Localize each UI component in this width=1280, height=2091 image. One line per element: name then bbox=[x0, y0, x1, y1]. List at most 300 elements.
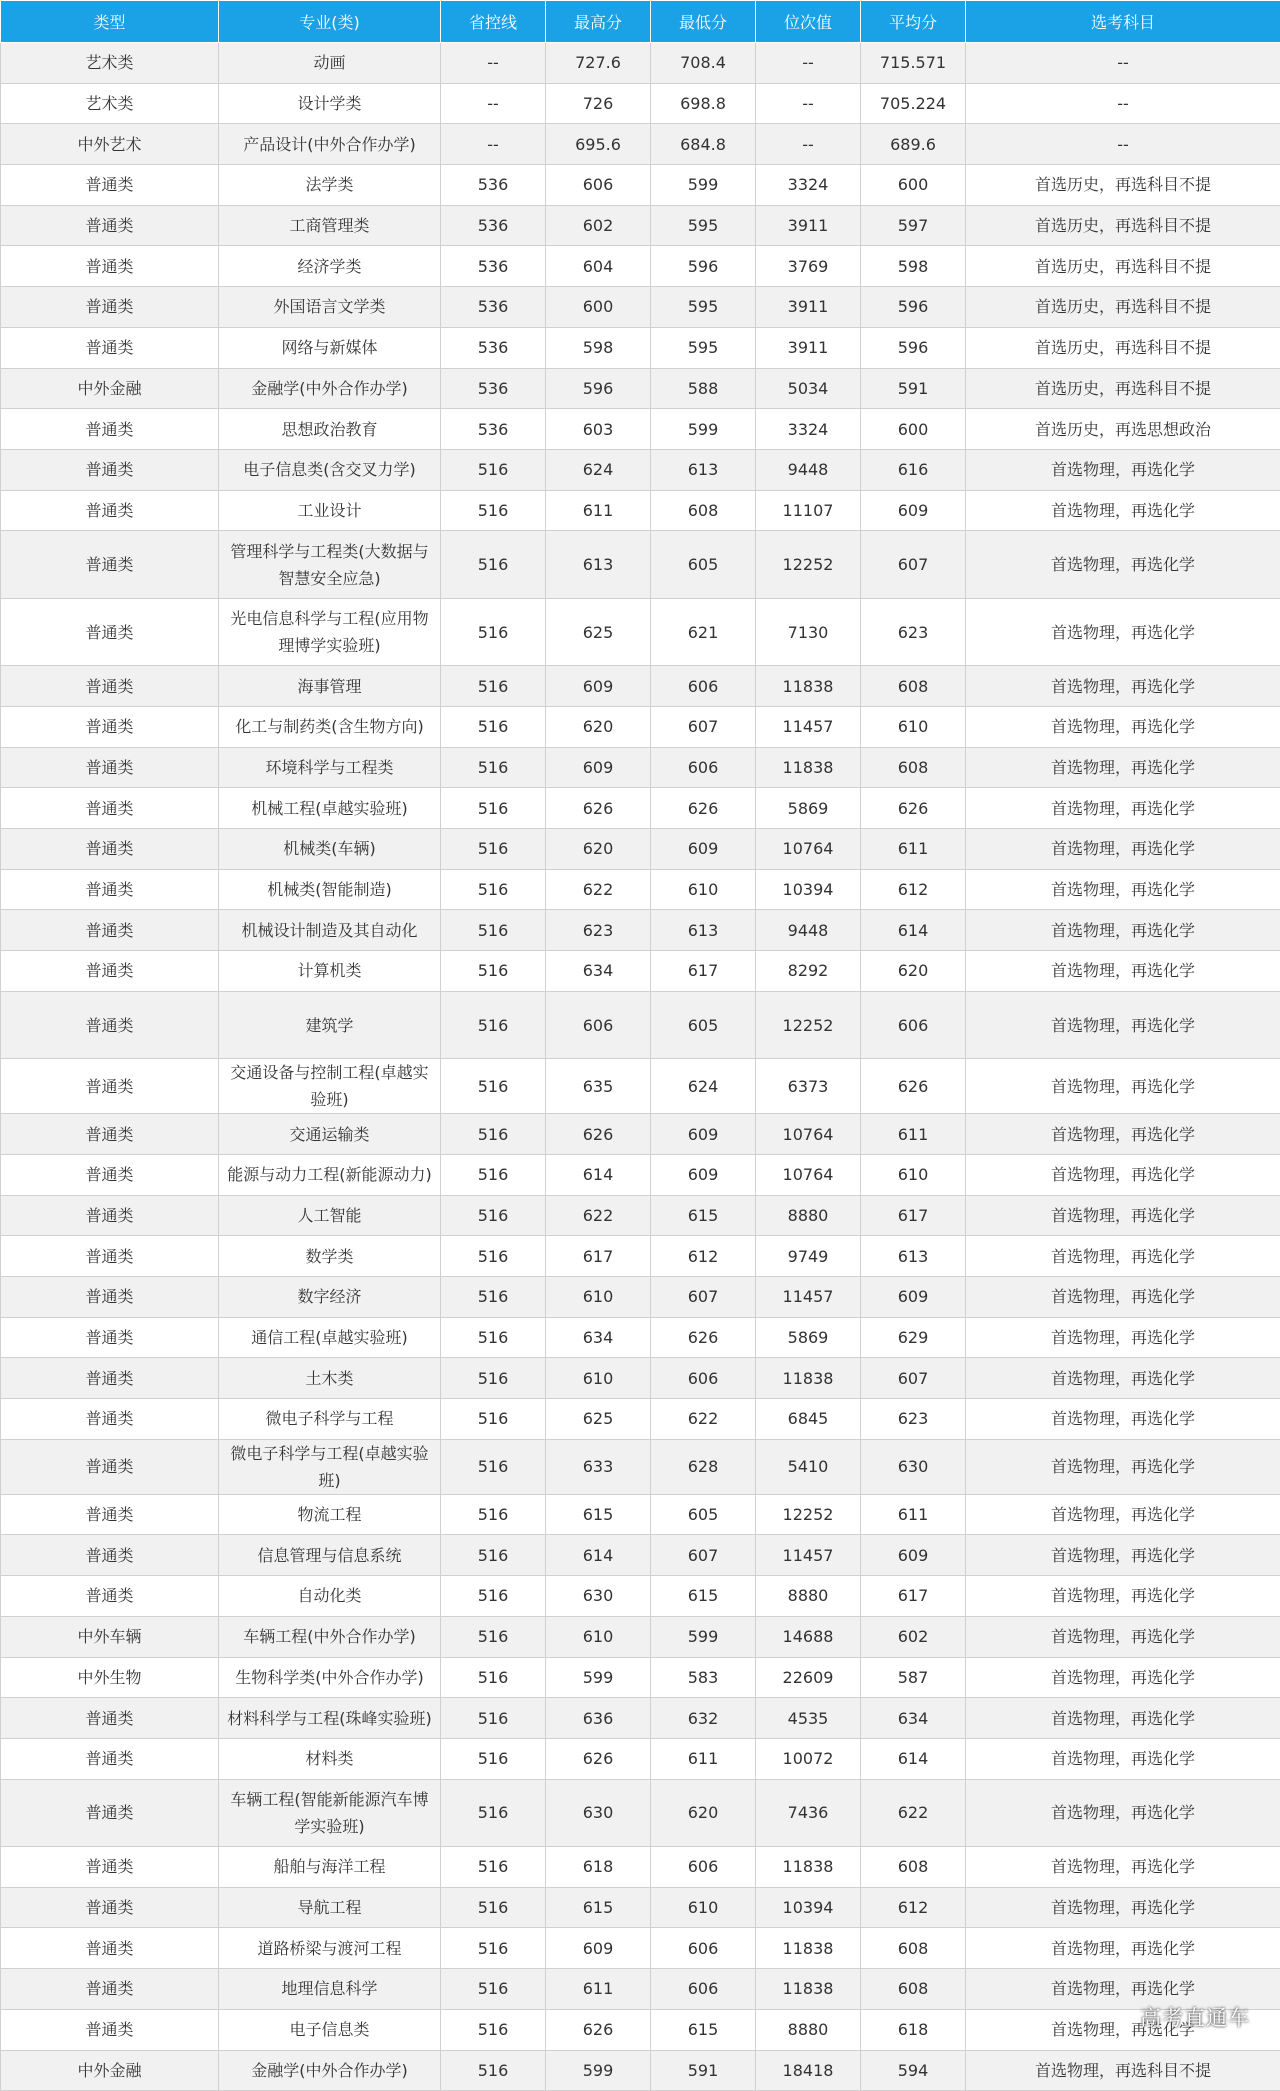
table-row bbox=[1, 991, 1280, 1059]
cell-avg-score: 602 bbox=[861, 1616, 966, 1657]
cell-type: 普通类 bbox=[1, 327, 219, 368]
cell-control-line: 516 bbox=[441, 1399, 546, 1440]
cell-rank: 11838 bbox=[756, 747, 861, 788]
cell-major: 材料科学与工程(珠峰实验班) bbox=[219, 1698, 441, 1739]
cell-rank: 10764 bbox=[756, 1114, 861, 1155]
cell-type: 普通类 bbox=[1, 598, 219, 666]
cell-control-line: 516 bbox=[441, 1576, 546, 1617]
cell-major: 车辆工程(智能新能源汽车博学实验班) bbox=[219, 1779, 441, 1847]
cell-rank: 14688 bbox=[756, 1616, 861, 1657]
cell-control-line: 516 bbox=[441, 1847, 546, 1888]
cell-min-score: 708.4 bbox=[651, 43, 756, 84]
cell-rank: 11838 bbox=[756, 1847, 861, 1888]
cell-control-line: 516 bbox=[441, 951, 546, 992]
table-row bbox=[1, 1847, 1280, 1888]
cell-control-line: 516 bbox=[441, 1114, 546, 1155]
cell-subjects: 首选物理，再选化学 bbox=[966, 1698, 1280, 1739]
cell-min-score: 595 bbox=[651, 287, 756, 328]
cell-rank: 11838 bbox=[756, 1358, 861, 1399]
cell-major: 数学类 bbox=[219, 1236, 441, 1277]
cell-max-score: 610 bbox=[546, 1358, 651, 1399]
cell-min-score: 583 bbox=[651, 1657, 756, 1698]
cell-min-score: 613 bbox=[651, 910, 756, 951]
cell-max-score: 611 bbox=[546, 490, 651, 531]
cell-avg-score: 611 bbox=[861, 1114, 966, 1155]
cell-control-line: 536 bbox=[441, 205, 546, 246]
cell-rank: 22609 bbox=[756, 1657, 861, 1698]
cell-major: 光电信息科学与工程(应用物理博学实验班) bbox=[219, 598, 441, 666]
cell-control-line: 516 bbox=[441, 490, 546, 531]
table-row bbox=[1, 327, 1280, 368]
cell-subjects: 首选物理，再选化学 bbox=[966, 2009, 1280, 2050]
cell-rank: 10072 bbox=[756, 1738, 861, 1779]
table-row bbox=[1, 205, 1280, 246]
cell-type: 普通类 bbox=[1, 1439, 219, 1494]
cell-max-score: 610 bbox=[546, 1277, 651, 1318]
cell-subjects: -- bbox=[966, 43, 1280, 84]
cell-rank: 12252 bbox=[756, 991, 861, 1059]
cell-max-score: 618 bbox=[546, 1847, 651, 1888]
cell-major: 数字经济 bbox=[219, 1277, 441, 1318]
cell-rank: 7436 bbox=[756, 1779, 861, 1847]
cell-subjects: 首选历史，再选科目不提 bbox=[966, 368, 1280, 409]
table-row bbox=[1, 1698, 1280, 1739]
cell-control-line: 516 bbox=[441, 1277, 546, 1318]
cell-max-score: 614 bbox=[546, 1154, 651, 1195]
cell-subjects: 首选物理，再选化学 bbox=[966, 490, 1280, 531]
cell-subjects: 首选物理，再选化学 bbox=[966, 1738, 1280, 1779]
cell-min-score: 599 bbox=[651, 165, 756, 206]
cell-type: 中外金融 bbox=[1, 2050, 219, 2091]
cell-major: 化工与制药类(含生物方向) bbox=[219, 706, 441, 747]
cell-control-line: -- bbox=[441, 124, 546, 165]
cell-max-score: 617 bbox=[546, 1236, 651, 1277]
cell-min-score: 606 bbox=[651, 1847, 756, 1888]
cell-control-line: 516 bbox=[441, 531, 546, 599]
cell-subjects: 首选物理，再选化学 bbox=[966, 1928, 1280, 1969]
cell-type: 普通类 bbox=[1, 1114, 219, 1155]
cell-min-score: 615 bbox=[651, 1576, 756, 1617]
cell-subjects: 首选物理，再选化学 bbox=[966, 1779, 1280, 1847]
cell-max-score: 606 bbox=[546, 165, 651, 206]
cell-max-score: 596 bbox=[546, 368, 651, 409]
cell-subjects: 首选物理，再选化学 bbox=[966, 1358, 1280, 1399]
table-row bbox=[1, 1969, 1280, 2010]
table-row bbox=[1, 1535, 1280, 1576]
cell-max-score: 610 bbox=[546, 1616, 651, 1657]
cell-type: 普通类 bbox=[1, 1738, 219, 1779]
cell-major: 电子信息类(含交叉力学) bbox=[219, 449, 441, 490]
cell-max-score: 625 bbox=[546, 1399, 651, 1440]
cell-subjects: 首选物理，再选化学 bbox=[966, 1059, 1280, 1114]
watermark: 高考直通车 bbox=[1140, 2002, 1250, 2032]
cell-rank: 7130 bbox=[756, 598, 861, 666]
cell-avg-score: 705.224 bbox=[861, 83, 966, 124]
cell-type: 普通类 bbox=[1, 287, 219, 328]
cell-subjects: 首选历史，再选科目不提 bbox=[966, 287, 1280, 328]
cell-avg-score: 626 bbox=[861, 1059, 966, 1114]
cell-major: 计算机类 bbox=[219, 951, 441, 992]
cell-subjects: 首选物理，再选化学 bbox=[966, 1277, 1280, 1318]
cell-control-line: 516 bbox=[441, 1738, 546, 1779]
cell-min-score: 615 bbox=[651, 2009, 756, 2050]
cell-subjects: 首选物理，再选化学 bbox=[966, 1616, 1280, 1657]
cell-major: 物流工程 bbox=[219, 1494, 441, 1535]
cell-max-score: 636 bbox=[546, 1698, 651, 1739]
cell-major: 环境科学与工程类 bbox=[219, 747, 441, 788]
table-row bbox=[1, 490, 1280, 531]
cell-control-line: 536 bbox=[441, 165, 546, 206]
cell-major: 工业设计 bbox=[219, 490, 441, 531]
cell-subjects: 首选物理，再选化学 bbox=[966, 1887, 1280, 1928]
cell-min-score: 588 bbox=[651, 368, 756, 409]
cell-max-score: 726 bbox=[546, 83, 651, 124]
cell-rank: 12252 bbox=[756, 531, 861, 599]
cell-max-score: 635 bbox=[546, 1059, 651, 1114]
cell-control-line: 516 bbox=[441, 1969, 546, 2010]
cell-rank: -- bbox=[756, 83, 861, 124]
table-row bbox=[1, 910, 1280, 951]
cell-control-line: 516 bbox=[441, 788, 546, 829]
table-row bbox=[1, 1154, 1280, 1195]
cell-subjects: 首选物理，再选化学 bbox=[966, 747, 1280, 788]
cell-min-score: 608 bbox=[651, 490, 756, 531]
table-row bbox=[1, 2009, 1280, 2050]
cell-avg-score: 608 bbox=[861, 666, 966, 707]
cell-rank: 4535 bbox=[756, 1698, 861, 1739]
cell-major: 管理科学与工程类(大数据与智慧安全应急) bbox=[219, 531, 441, 599]
header-subjects: 选考科目 bbox=[966, 1, 1280, 43]
cell-subjects: 首选历史，再选思想政治 bbox=[966, 409, 1280, 450]
cell-rank: 3911 bbox=[756, 327, 861, 368]
cell-major: 交通设备与控制工程(卓越实验班) bbox=[219, 1059, 441, 1114]
header-avg-score: 平均分 bbox=[861, 1, 966, 43]
cell-major: 工商管理类 bbox=[219, 205, 441, 246]
cell-major: 信息管理与信息系统 bbox=[219, 1535, 441, 1576]
cell-rank: 11457 bbox=[756, 1277, 861, 1318]
cell-max-score: 633 bbox=[546, 1439, 651, 1494]
cell-type: 普通类 bbox=[1, 490, 219, 531]
cell-avg-score: 610 bbox=[861, 706, 966, 747]
table-row bbox=[1, 43, 1280, 84]
table-row bbox=[1, 1779, 1280, 1847]
cell-rank: 3911 bbox=[756, 287, 861, 328]
cell-min-score: 617 bbox=[651, 951, 756, 992]
cell-major: 动画 bbox=[219, 43, 441, 84]
cell-type: 普通类 bbox=[1, 869, 219, 910]
cell-type: 普通类 bbox=[1, 1887, 219, 1928]
cell-subjects: 首选历史，再选科目不提 bbox=[966, 246, 1280, 287]
table-row bbox=[1, 869, 1280, 910]
cell-avg-score: 608 bbox=[861, 747, 966, 788]
table-row bbox=[1, 2050, 1280, 2091]
cell-type: 普通类 bbox=[1, 1059, 219, 1114]
cell-min-score: 610 bbox=[651, 1887, 756, 1928]
cell-avg-score: 609 bbox=[861, 490, 966, 531]
header-control-line: 省控线 bbox=[441, 1, 546, 43]
cell-control-line: 516 bbox=[441, 449, 546, 490]
header-min-score: 最低分 bbox=[651, 1, 756, 43]
cell-avg-score: 609 bbox=[861, 1277, 966, 1318]
cell-rank: 6373 bbox=[756, 1059, 861, 1114]
cell-avg-score: 618 bbox=[861, 2009, 966, 2050]
cell-max-score: 620 bbox=[546, 706, 651, 747]
cell-rank: 11838 bbox=[756, 1969, 861, 2010]
cell-min-score: 610 bbox=[651, 869, 756, 910]
cell-type: 普通类 bbox=[1, 246, 219, 287]
cell-max-score: 626 bbox=[546, 1114, 651, 1155]
cell-major: 思想政治教育 bbox=[219, 409, 441, 450]
cell-rank: 5869 bbox=[756, 788, 861, 829]
header-type: 类型 bbox=[1, 1, 219, 43]
cell-min-score: 609 bbox=[651, 1154, 756, 1195]
cell-major: 网络与新媒体 bbox=[219, 327, 441, 368]
cell-type: 普通类 bbox=[1, 1928, 219, 1969]
cell-subjects: 首选物理，再选化学 bbox=[966, 910, 1280, 951]
table-row bbox=[1, 368, 1280, 409]
cell-rank: 3324 bbox=[756, 165, 861, 206]
cell-avg-score: 607 bbox=[861, 1358, 966, 1399]
cell-major: 产品设计(中外合作办学) bbox=[219, 124, 441, 165]
cell-subjects: 首选历史，再选科目不提 bbox=[966, 205, 1280, 246]
cell-avg-score: 612 bbox=[861, 869, 966, 910]
cell-avg-score: 623 bbox=[861, 1399, 966, 1440]
table-row bbox=[1, 1576, 1280, 1617]
cell-type: 普通类 bbox=[1, 409, 219, 450]
cell-type: 普通类 bbox=[1, 1154, 219, 1195]
cell-major: 能源与动力工程(新能源动力) bbox=[219, 1154, 441, 1195]
cell-min-score: 622 bbox=[651, 1399, 756, 1440]
cell-max-score: 626 bbox=[546, 788, 651, 829]
header-rank: 位次值 bbox=[756, 1, 861, 43]
cell-min-score: 599 bbox=[651, 409, 756, 450]
cell-rank: 6845 bbox=[756, 1399, 861, 1440]
table-row bbox=[1, 1738, 1280, 1779]
cell-rank: 10394 bbox=[756, 869, 861, 910]
cell-max-score: 599 bbox=[546, 2050, 651, 2091]
cell-major: 生物科学类(中外合作办学) bbox=[219, 1657, 441, 1698]
cell-major: 人工智能 bbox=[219, 1195, 441, 1236]
table-row bbox=[1, 1928, 1280, 1969]
cell-max-score: 624 bbox=[546, 449, 651, 490]
cell-type: 普通类 bbox=[1, 1847, 219, 1888]
cell-avg-score: 634 bbox=[861, 1698, 966, 1739]
cell-min-score: 615 bbox=[651, 1195, 756, 1236]
cell-major: 导航工程 bbox=[219, 1887, 441, 1928]
cell-max-score: 615 bbox=[546, 1494, 651, 1535]
cell-major: 道路桥梁与渡河工程 bbox=[219, 1928, 441, 1969]
cell-major: 建筑学 bbox=[219, 991, 441, 1059]
cell-major: 通信工程(卓越实验班) bbox=[219, 1317, 441, 1358]
cell-rank: 11838 bbox=[756, 666, 861, 707]
cell-rank: -- bbox=[756, 124, 861, 165]
cell-min-score: 612 bbox=[651, 1236, 756, 1277]
cell-avg-score: 617 bbox=[861, 1195, 966, 1236]
cell-subjects: 首选物理，再选化学 bbox=[966, 1154, 1280, 1195]
cell-min-score: 626 bbox=[651, 1317, 756, 1358]
cell-min-score: 606 bbox=[651, 747, 756, 788]
cell-major: 法学类 bbox=[219, 165, 441, 206]
cell-rank: 10764 bbox=[756, 1154, 861, 1195]
cell-max-score: 615 bbox=[546, 1887, 651, 1928]
cell-type: 普通类 bbox=[1, 788, 219, 829]
cell-min-score: 606 bbox=[651, 1928, 756, 1969]
cell-avg-score: 689.6 bbox=[861, 124, 966, 165]
cell-rank: 3911 bbox=[756, 205, 861, 246]
cell-avg-score: 608 bbox=[861, 1928, 966, 1969]
cell-subjects: 首选物理，再选化学 bbox=[966, 531, 1280, 599]
cell-subjects: 首选物理，再选化学 bbox=[966, 788, 1280, 829]
cell-subjects: 首选物理，再选化学 bbox=[966, 598, 1280, 666]
cell-min-score: 607 bbox=[651, 1535, 756, 1576]
cell-major: 机械工程(卓越实验班) bbox=[219, 788, 441, 829]
cell-control-line: 516 bbox=[441, 1928, 546, 1969]
cell-control-line: 536 bbox=[441, 327, 546, 368]
cell-rank: 8292 bbox=[756, 951, 861, 992]
cell-max-score: 634 bbox=[546, 951, 651, 992]
cell-max-score: 598 bbox=[546, 327, 651, 368]
cell-control-line: 516 bbox=[441, 910, 546, 951]
table-row bbox=[1, 598, 1280, 666]
cell-min-score: 624 bbox=[651, 1059, 756, 1114]
cell-subjects: 首选物理，再选化学 bbox=[966, 1847, 1280, 1888]
cell-type: 中外艺术 bbox=[1, 124, 219, 165]
cell-rank: 9749 bbox=[756, 1236, 861, 1277]
cell-min-score: 620 bbox=[651, 1779, 756, 1847]
cell-max-score: 620 bbox=[546, 829, 651, 870]
cell-avg-score: 616 bbox=[861, 449, 966, 490]
cell-max-score: 609 bbox=[546, 747, 651, 788]
cell-rank: 11838 bbox=[756, 1928, 861, 1969]
cell-avg-score: 596 bbox=[861, 287, 966, 328]
cell-control-line: 516 bbox=[441, 2009, 546, 2050]
cell-max-score: 613 bbox=[546, 531, 651, 599]
table-row bbox=[1, 1616, 1280, 1657]
cell-major: 金融学(中外合作办学) bbox=[219, 2050, 441, 2091]
cell-control-line: 516 bbox=[441, 747, 546, 788]
cell-max-score: 727.6 bbox=[546, 43, 651, 84]
cell-max-score: 599 bbox=[546, 1657, 651, 1698]
cell-max-score: 626 bbox=[546, 2009, 651, 2050]
cell-major: 材料类 bbox=[219, 1738, 441, 1779]
table-row bbox=[1, 409, 1280, 450]
cell-max-score: 695.6 bbox=[546, 124, 651, 165]
cell-control-line: 516 bbox=[441, 1494, 546, 1535]
header-major: 专业(类) bbox=[219, 1, 441, 43]
cell-type: 艺术类 bbox=[1, 43, 219, 84]
cell-subjects: 首选物理，再选化学 bbox=[966, 1195, 1280, 1236]
cell-type: 普通类 bbox=[1, 449, 219, 490]
cell-subjects: 首选物理，再选化学 bbox=[966, 991, 1280, 1059]
cell-control-line: 536 bbox=[441, 409, 546, 450]
cell-min-score: 698.8 bbox=[651, 83, 756, 124]
header-max-score: 最高分 bbox=[546, 1, 651, 43]
cell-max-score: 634 bbox=[546, 1317, 651, 1358]
cell-type: 普通类 bbox=[1, 706, 219, 747]
cell-max-score: 630 bbox=[546, 1779, 651, 1847]
table-header-row bbox=[1, 1, 1280, 43]
cell-max-score: 625 bbox=[546, 598, 651, 666]
cell-rank: 18418 bbox=[756, 2050, 861, 2091]
cell-rank: 9448 bbox=[756, 449, 861, 490]
cell-control-line: 516 bbox=[441, 1779, 546, 1847]
cell-control-line: 516 bbox=[441, 1887, 546, 1928]
cell-rank: 11457 bbox=[756, 706, 861, 747]
table-row bbox=[1, 1236, 1280, 1277]
cell-avg-score: 591 bbox=[861, 368, 966, 409]
cell-major: 机械类(智能制造) bbox=[219, 869, 441, 910]
cell-rank: 5869 bbox=[756, 1317, 861, 1358]
cell-subjects: 首选物理，再选化学 bbox=[966, 666, 1280, 707]
table-row bbox=[1, 1059, 1280, 1114]
cell-rank: 8880 bbox=[756, 1576, 861, 1617]
cell-type: 普通类 bbox=[1, 1277, 219, 1318]
cell-major: 地理信息科学 bbox=[219, 1969, 441, 2010]
cell-avg-score: 587 bbox=[861, 1657, 966, 1698]
cell-max-score: 622 bbox=[546, 1195, 651, 1236]
cell-type: 艺术类 bbox=[1, 83, 219, 124]
cell-avg-score: 614 bbox=[861, 910, 966, 951]
cell-rank: -- bbox=[756, 43, 861, 84]
cell-control-line: 536 bbox=[441, 246, 546, 287]
cell-min-score: 607 bbox=[651, 706, 756, 747]
table-row bbox=[1, 1439, 1280, 1494]
cell-major: 微电子科学与工程 bbox=[219, 1399, 441, 1440]
cell-control-line: 516 bbox=[441, 1439, 546, 1494]
cell-min-score: 621 bbox=[651, 598, 756, 666]
cell-major: 电子信息类 bbox=[219, 2009, 441, 2050]
cell-type: 普通类 bbox=[1, 747, 219, 788]
table-body bbox=[1, 43, 1280, 2091]
cell-avg-score: 609 bbox=[861, 1535, 966, 1576]
cell-max-score: 604 bbox=[546, 246, 651, 287]
cell-min-score: 632 bbox=[651, 1698, 756, 1739]
cell-control-line: 516 bbox=[441, 1317, 546, 1358]
cell-subjects: 首选物理，再选化学 bbox=[966, 1317, 1280, 1358]
table-row bbox=[1, 1317, 1280, 1358]
table-row bbox=[1, 165, 1280, 206]
cell-control-line: 516 bbox=[441, 1195, 546, 1236]
cell-control-line: 536 bbox=[441, 368, 546, 409]
cell-major: 微电子科学与工程(卓越实验班) bbox=[219, 1439, 441, 1494]
cell-type: 中外车辆 bbox=[1, 1616, 219, 1657]
cell-subjects: 首选物理，再选化学 bbox=[966, 706, 1280, 747]
cell-type: 普通类 bbox=[1, 1195, 219, 1236]
cell-subjects: 首选物理，再选化学 bbox=[966, 1399, 1280, 1440]
cell-control-line: -- bbox=[441, 43, 546, 84]
table-row bbox=[1, 83, 1280, 124]
cell-rank: 11457 bbox=[756, 1535, 861, 1576]
cell-rank: 8880 bbox=[756, 1195, 861, 1236]
cell-major: 交通运输类 bbox=[219, 1114, 441, 1155]
cell-avg-score: 608 bbox=[861, 1969, 966, 2010]
cell-subjects: 首选物理，再选化学 bbox=[966, 1114, 1280, 1155]
cell-subjects: 首选物理，再选化学 bbox=[966, 1494, 1280, 1535]
cell-max-score: 614 bbox=[546, 1535, 651, 1576]
cell-avg-score: 608 bbox=[861, 1847, 966, 1888]
cell-subjects: 首选物理，再选化学 bbox=[966, 869, 1280, 910]
cell-subjects: 首选物理，再选化学 bbox=[966, 1657, 1280, 1698]
cell-type: 普通类 bbox=[1, 1358, 219, 1399]
cell-avg-score: 617 bbox=[861, 1576, 966, 1617]
cell-min-score: 595 bbox=[651, 327, 756, 368]
table-row bbox=[1, 246, 1280, 287]
table-row bbox=[1, 1358, 1280, 1399]
table-row bbox=[1, 666, 1280, 707]
cell-min-score: 599 bbox=[651, 1616, 756, 1657]
cell-min-score: 613 bbox=[651, 449, 756, 490]
cell-avg-score: 597 bbox=[861, 205, 966, 246]
